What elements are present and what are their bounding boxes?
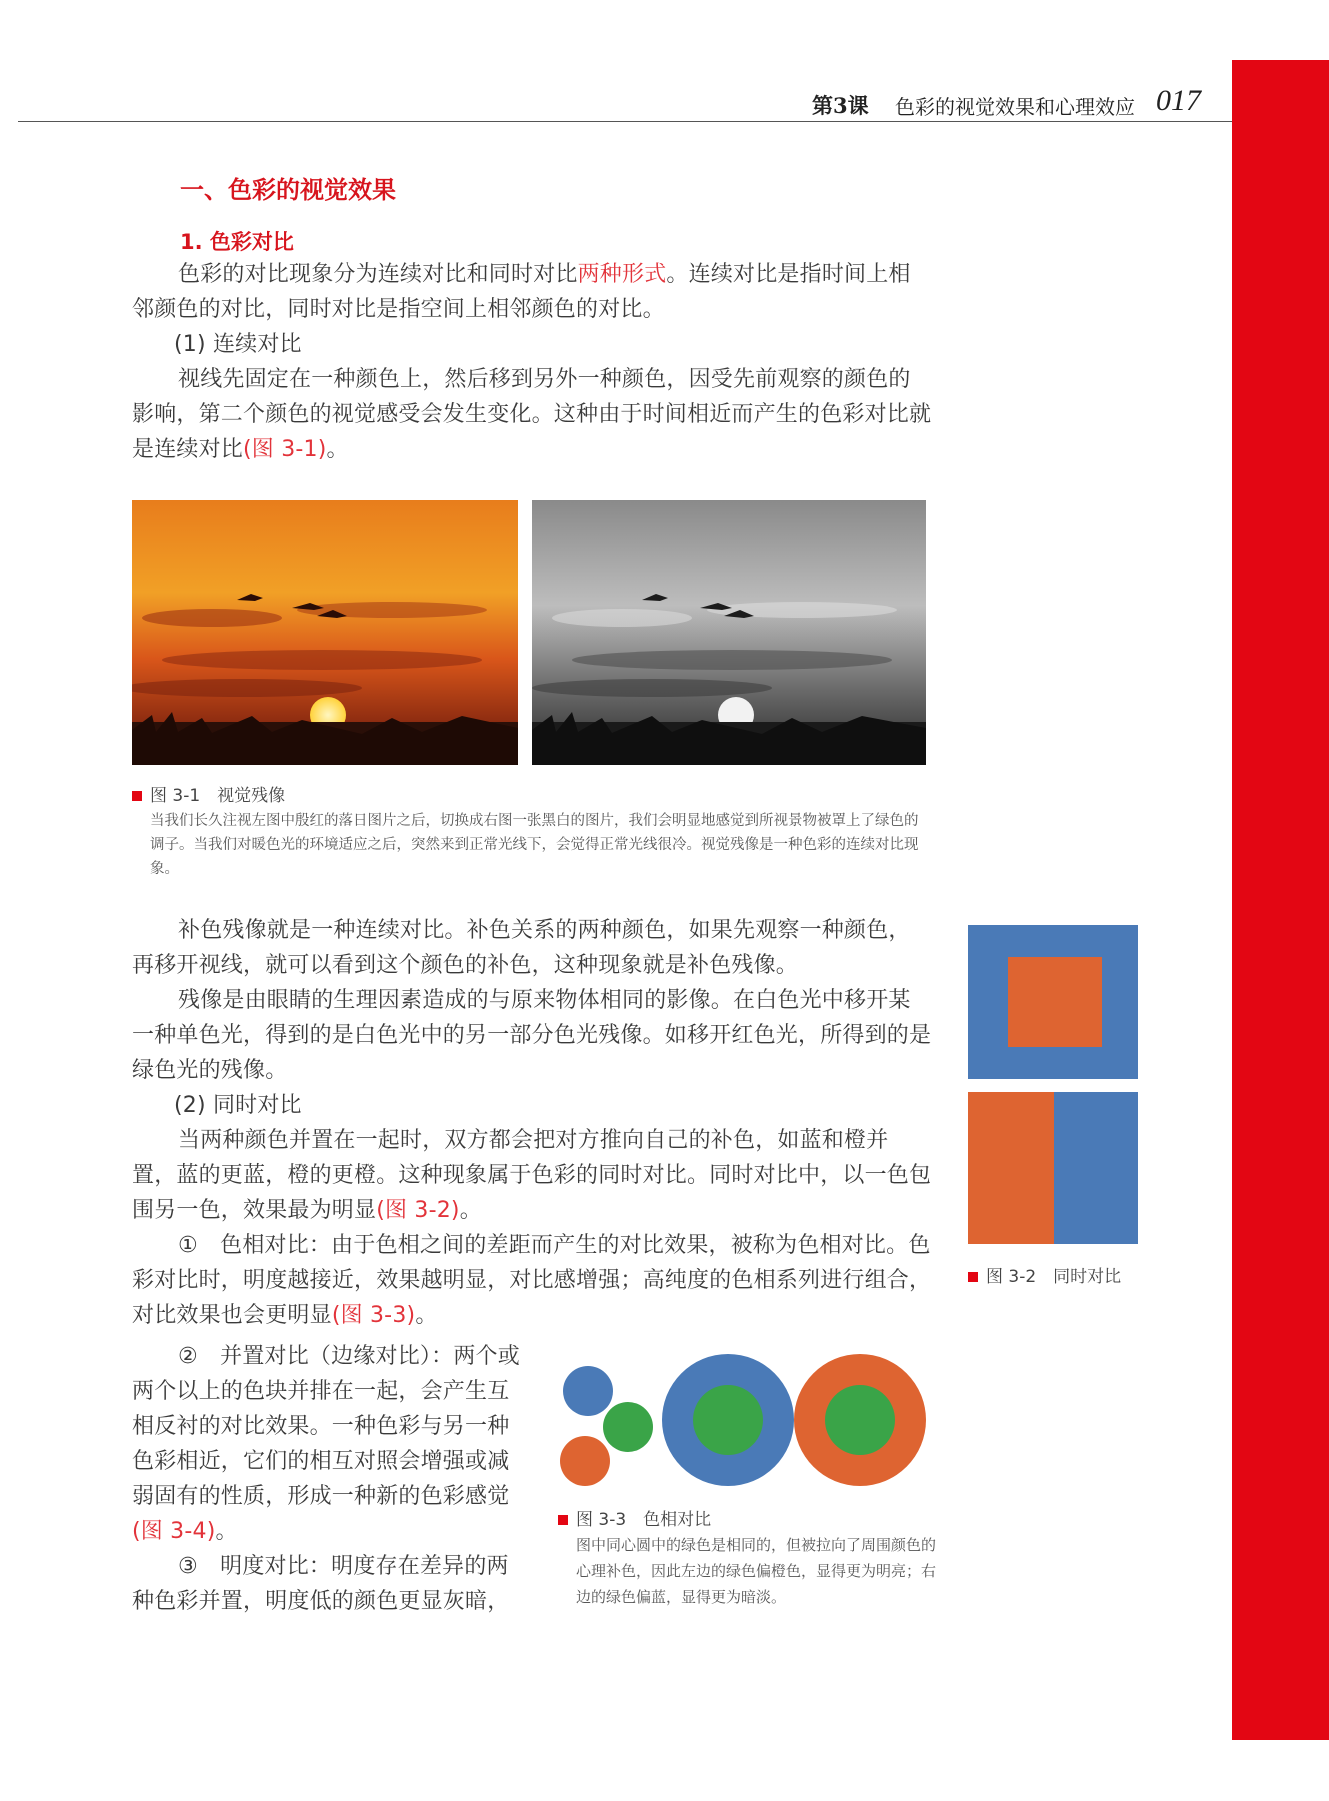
lesson-label: 第3课	[812, 93, 869, 118]
body-block-2	[132, 913, 932, 1333]
fig32-caption	[968, 1262, 1121, 1287]
fig33-caption	[558, 1505, 938, 1610]
sub1-label: (1) 连续对比	[174, 332, 302, 357]
intro-paragraph: 色彩的对比现象分为连续对比和同时对比两种形式。连续对比是指时间上相邻颜色的对比，同时对比是指空间上相邻颜色的对比。	[132, 262, 911, 322]
fig32-title: 图 3-2 同时对比	[986, 1267, 1122, 1287]
header-rule	[18, 121, 1232, 122]
green-center-right	[825, 1385, 895, 1455]
fig32-orange-half	[968, 1092, 1054, 1244]
sunset-color-photo	[132, 500, 518, 765]
sunset-grayscale-photo	[532, 500, 926, 765]
page-header	[0, 0, 1232, 125]
chapter-title: 色彩的视觉效果和心理效应	[895, 95, 1135, 119]
small-green-circle	[603, 1402, 653, 1452]
sub2-label: (2) 同时对比	[174, 1093, 302, 1118]
green-center-left	[693, 1385, 763, 1455]
fig32-ref: (图 3-2)	[376, 1198, 460, 1223]
fig31-title: 图 3-1 视觉残像	[150, 786, 286, 806]
small-blue-circle	[563, 1366, 613, 1416]
fig31-body: 当我们长久注视左图中殷红的落日图片之后，切换成右图一张黑白的图片，我们会明显地感觉到所视景物被罩上了绿色的调子。当我们对暖色光的环境适应之后，突然来到正常光线下，会觉得正常光线很冷。视觉残像是一种色彩的连续对比现象。	[150, 813, 919, 877]
juxtaposition-paragraph: ② 并置对比（边缘对比）：两个或两个以上的色块并排在一起，会产生互相反衬的对比效果。一种色彩与另一种色彩相近，它们的相互对照会增强或减弱固有的性质，形成一种新的色彩感觉(图 3-4)。	[132, 1344, 520, 1544]
sub2-paragraph: 当两种颜色并置在一起时，双方都会把对方推向自己的补色，如蓝和橙并置，蓝的更蓝，橙的更橙。这种现象属于色彩的同时对比。同时对比中，以一色包围另一色，效果最为明显(图 3-2)。	[132, 1128, 932, 1223]
afterimage-paragraph: 补色残像就是一种连续对比。补色关系的两种颜色，如果先观察一种颜色，再移开视线，就可以看到这个颜色的补色，这种现象就是补色残像。	[132, 918, 911, 978]
fig32-inner-square	[1008, 957, 1102, 1047]
caption-marker-icon	[968, 1272, 978, 1282]
fig33-circles	[555, 1350, 935, 1500]
subsection-heading: 1. 色彩对比	[180, 230, 294, 254]
residual-paragraph: 残像是由眼睛的生理因素造成的与原来物体相同的影像。在白色光中移开某一种单色光，得到的是白色光中的另一部分色光残像。如移开红色光，所得到的是绿色光的残像。	[132, 988, 932, 1083]
fig32-surround-square	[968, 925, 1138, 1079]
side-color-band	[1232, 60, 1329, 1740]
intro-highlight: 两种形式	[577, 262, 667, 287]
small-orange-circle	[560, 1436, 610, 1486]
fig34-ref: (图 3-4)	[132, 1519, 216, 1544]
caption-marker-icon	[132, 791, 142, 801]
caption-marker-icon	[558, 1515, 568, 1525]
fig32-blue-half	[1054, 1092, 1138, 1244]
fig31-ref: (图 3-1)	[243, 437, 327, 462]
intro-block	[132, 257, 932, 467]
section-heading: 一、色彩的视觉效果	[180, 176, 396, 204]
fig31-caption	[132, 781, 932, 881]
fig33-body: 图中同心圆中的绿色是相同的，但被拉向了周围颜色的心理补色，因此左边的绿色偏橙色，显得更为明亮；右边的绿色偏蓝，显得更为暗淡。	[576, 1536, 937, 1606]
fig33-title: 图 3-3 色相对比	[576, 1510, 712, 1530]
hue-contrast-paragraph: ① 色相对比：由于色相之间的差距而产生的对比效果，被称为色相对比。色彩对比时，明度越接近，效果越明显，对比感增强；高纯度的色相系列进行组合，对比效果也会更明显(图 3-3)。	[132, 1233, 932, 1328]
page-number: 017	[1156, 84, 1201, 117]
sub1-paragraph: 视线先固定在一种颜色上，然后移到另外一种颜色，因受先前观察的颜色的影响，第二个颜色的视觉感受会发生变化。这种由于时间相近而产生的色彩对比就是连续对比(图 3-1)。	[132, 367, 932, 462]
fig33-ref: (图 3-3)	[331, 1303, 416, 1328]
brightness-paragraph: ③ 明度对比：明度存在差异的两种色彩并置，明度低的颜色更显灰暗，	[132, 1554, 510, 1614]
body-block-3	[132, 1339, 530, 1619]
